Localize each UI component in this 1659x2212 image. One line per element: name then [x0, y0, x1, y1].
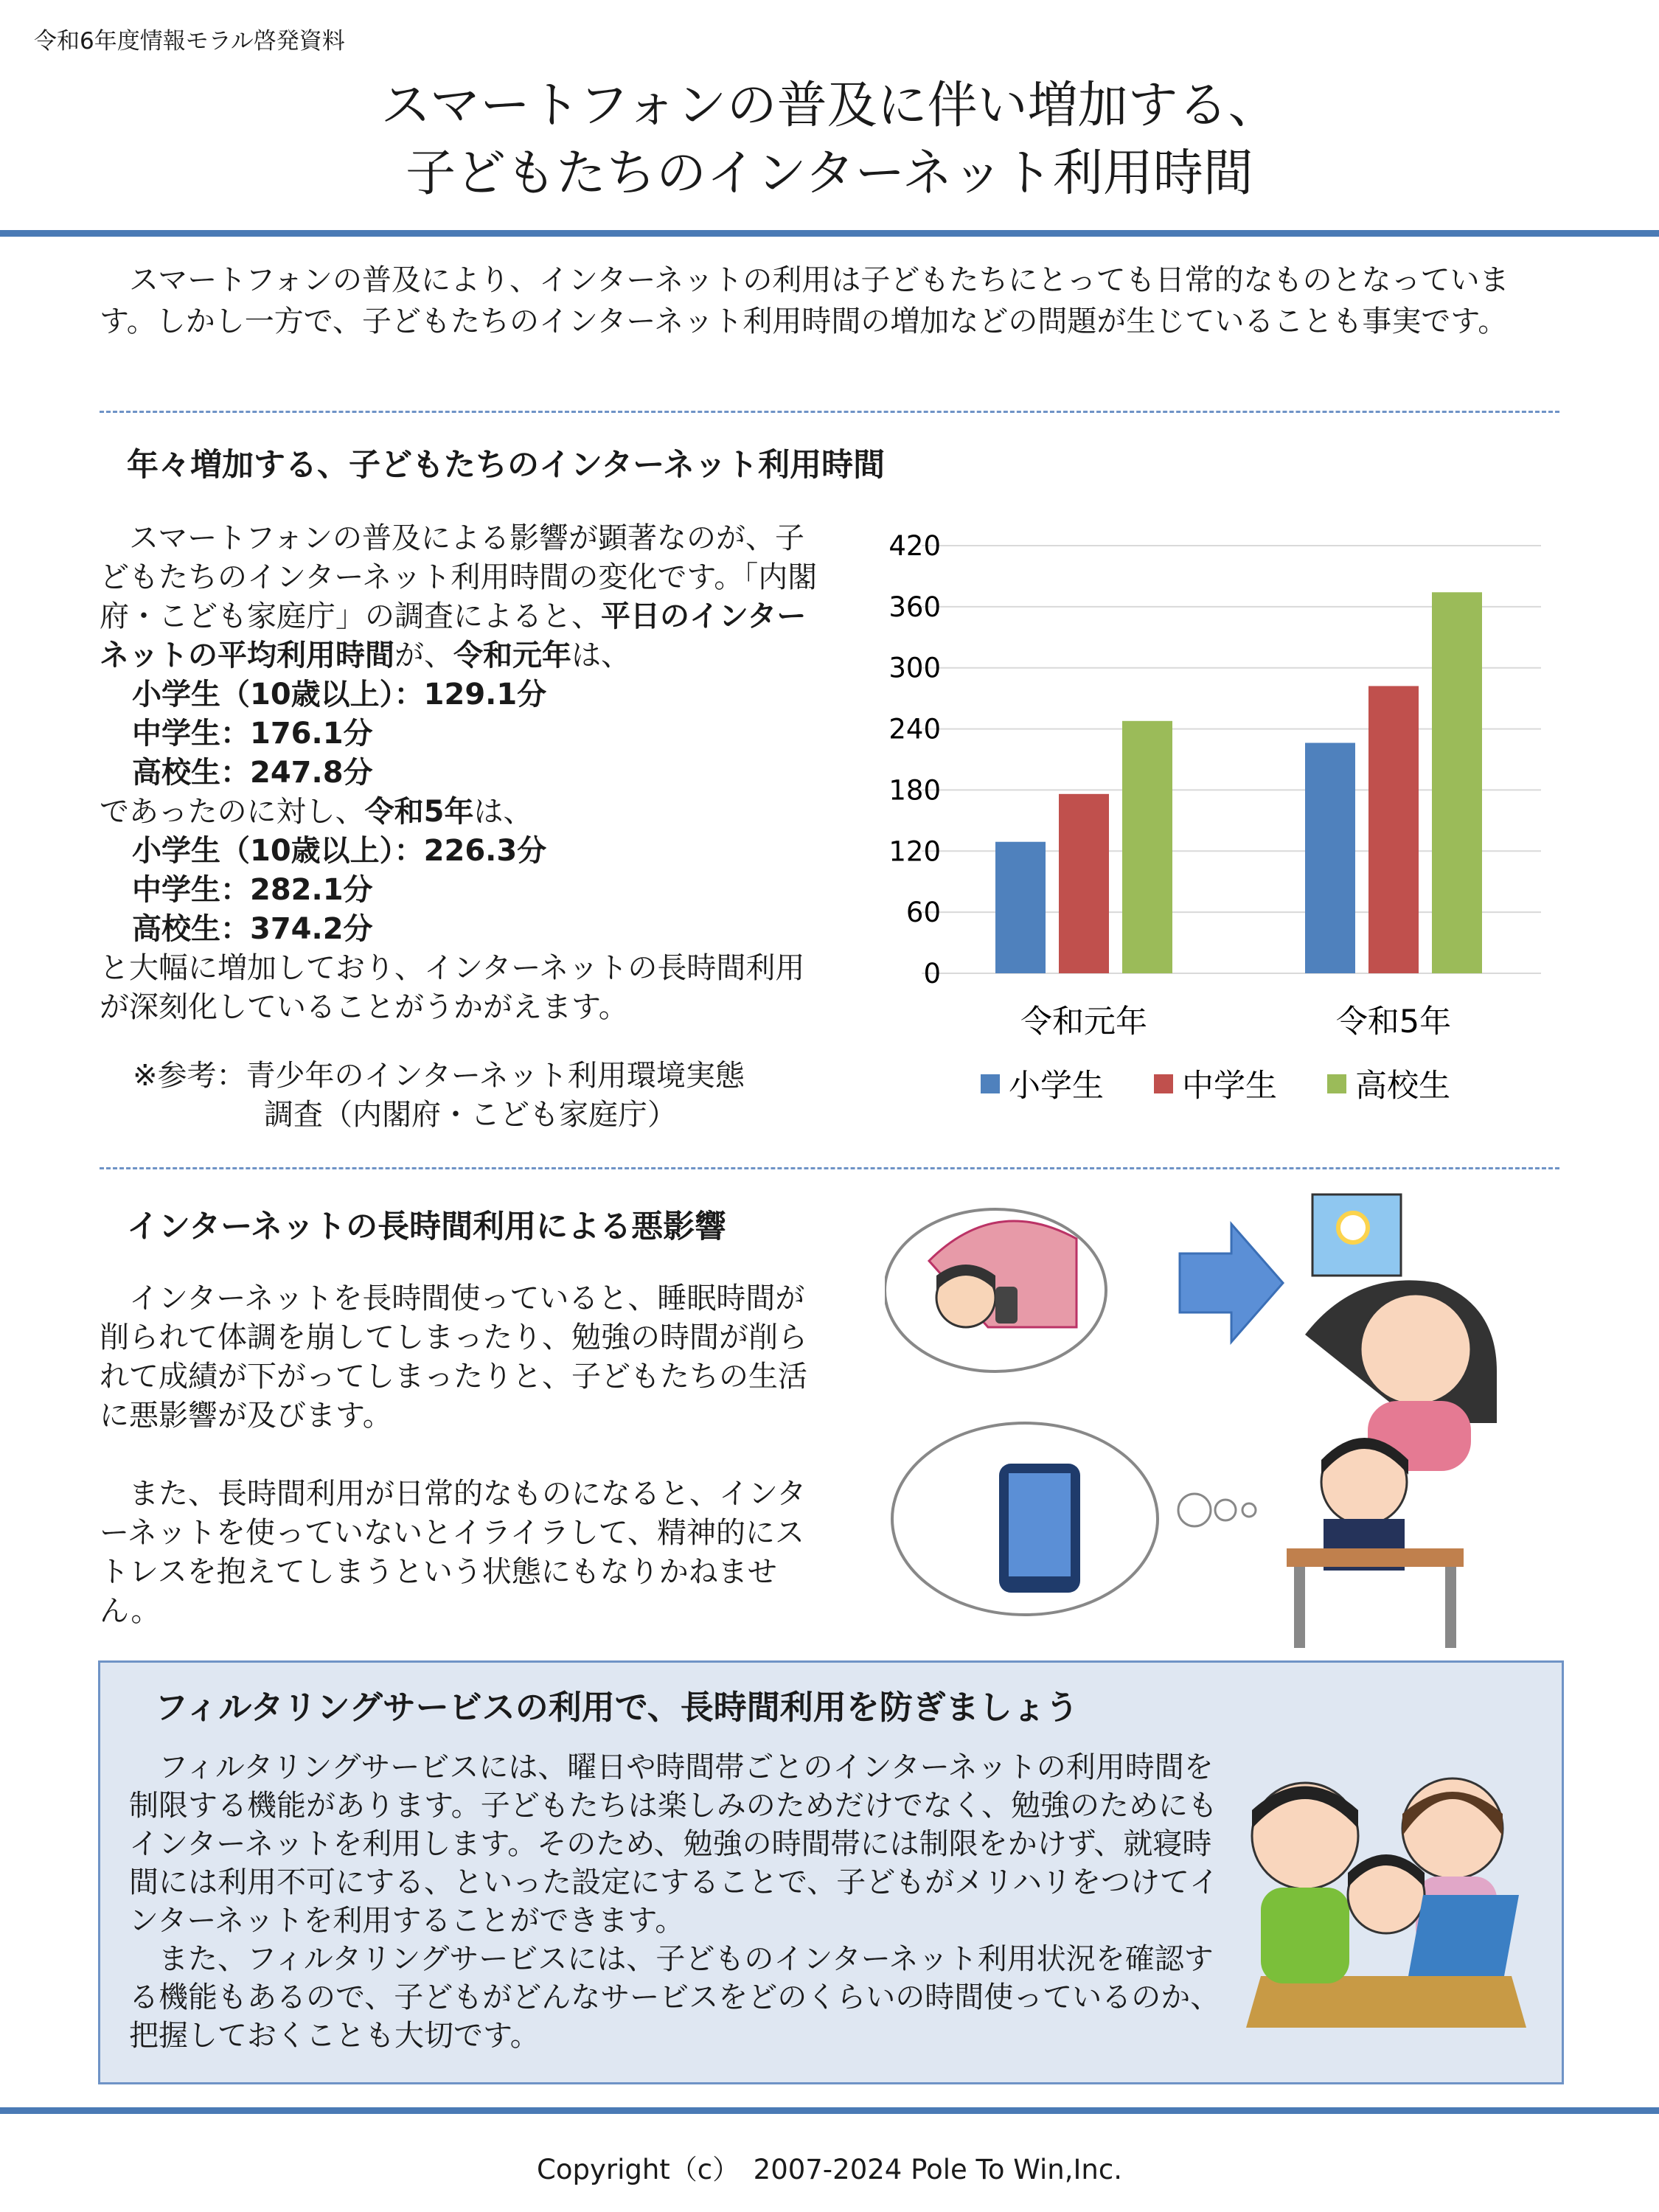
y-tick-label: 300 [888, 652, 941, 684]
chart-bars [995, 592, 1482, 973]
header-rule [0, 230, 1659, 237]
intro-text: スマートフォンの普及により、インターネットの利用は子どもたちにとっても日常的なものとなっています。しかし一方で、子どもたちのインターネット利用時間の増加などの問題が生じていることも事実です。 [100, 263, 1509, 338]
section1-paragraph [100, 519, 830, 675]
family-computer-illustration [1231, 1755, 1541, 2057]
box-p2-text: また、フィルタリングサービスには、子どものインターネット利用状況を確認する機能もあるので、子どもがどんなサービスをどのくらいの時間使っているのか、把握しておくことも大切です。 [129, 1942, 1220, 2053]
child-under-blanket-illustration [885, 1209, 1106, 1371]
section1-heading: 年々増加する、子どもたちのインターネット利用時間 [127, 447, 886, 484]
bar-2-2 [1368, 686, 1419, 973]
bar-1-1 [995, 842, 1046, 973]
y-tick-label: 180 [888, 774, 941, 807]
box-heading: フィルタリングサービスの利用で、長時間利用を防ぎましょう [155, 1688, 1079, 1727]
bar-2-3 [1432, 592, 1482, 973]
section1-p1: スマートフォンの普及による影響が顕著なのが、子どもたちのインターネット利用時間の変化です。「内閣府・こども家庭庁」の調査によると、 [100, 521, 818, 633]
section1-body [100, 519, 830, 1027]
box-body [129, 1748, 1220, 2055]
divider-2 [100, 1167, 1559, 1169]
legend-swatch [981, 1074, 1000, 1093]
copyright: Copyright（c） 2007-2024 Pole To Win,Inc. [537, 2154, 1122, 2185]
right-arrow-icon [1180, 1224, 1283, 1342]
reference-line-1: ※参考：青少年のインターネット利用環境実態 [133, 1059, 745, 1093]
section2-p2 [100, 1475, 822, 1631]
section1-p1-end: は、 [571, 639, 630, 672]
r1-elementary: 小学生（10歳以上）：129.1分 [132, 678, 547, 712]
section1-p2-start: であったのに対し、 [100, 795, 365, 829]
section1-p3: と大幅に増加しており、インターネットの長時間利用が深刻化していることがうかがえます。 [100, 951, 805, 1024]
section1-p1-bold2: 令和元年 [453, 639, 571, 672]
section1-p2-bold: 令和5年 [364, 795, 474, 829]
reference-line-2: 調査（内閣府・こども家庭庁） [264, 1098, 677, 1132]
illustrations-group [885, 1180, 1563, 1652]
r5-elementary: 小学生（10歳以上）：226.3分 [132, 834, 547, 868]
footer-rule [0, 2107, 1659, 2114]
legend-label: 小学生 [1009, 1068, 1104, 1105]
reference-note [133, 1057, 833, 1135]
thought-bubble-phone-illustration [892, 1423, 1256, 1615]
document-label: 令和6年度情報モラル啓発資料 [34, 28, 345, 55]
legend-swatch [1327, 1074, 1346, 1093]
intro-paragraph [100, 260, 1559, 342]
legend-swatch [1154, 1074, 1173, 1093]
y-tick-label: 240 [888, 713, 941, 745]
y-tick-label: 60 [905, 897, 941, 929]
y-tick-label: 0 [923, 958, 941, 990]
section1-p2-end: は、 [473, 795, 533, 829]
legend-label: 中学生 [1182, 1068, 1277, 1105]
bar-2-1 [1305, 742, 1355, 973]
title-line-2: 子どもたちのインターネット利用時間 [406, 145, 1253, 203]
divider-1 [100, 411, 1559, 413]
box-p1 [129, 1748, 1220, 1940]
chart-legend [981, 1068, 1450, 1105]
box-p1-text: フィルタリングサービスには、曜日や時間帯ごとのインターネットの利用時間を制限する機能があります。子どもたちは楽しみのためだけでなく、勉強のためにもインターネットを利用します。そのため、勉強の時間帯には制限をかけず、就寝時間には利用不可にする、といった設定にすることで、子どもがメリハリをつけてインターネットを利用することができます。 [129, 1750, 1219, 1938]
r5-high-school: 高校生：374.2分 [132, 912, 373, 946]
x-category-label: 令和5年 [1335, 1004, 1452, 1040]
usage-bar-chart [855, 516, 1556, 1135]
section2-heading: インターネットの長時間利用による悪影響 [127, 1208, 727, 1245]
section2-p1 [100, 1279, 822, 1436]
bar-1-3 [1122, 721, 1172, 973]
section2-body [100, 1279, 822, 1631]
title-line-1: スマートフォンの普及に伴い増加する、 [380, 77, 1279, 135]
section1-p2 [100, 793, 830, 832]
section1-p1-mid: が、 [394, 639, 453, 672]
y-tick-label: 420 [888, 530, 941, 562]
box-p2 [129, 1940, 1220, 2055]
legend-label: 高校生 [1355, 1068, 1450, 1105]
y-tick-label: 120 [888, 835, 941, 868]
section2-p1-text: インターネットを長時間使っていると、睡眠時間が削られて体調を崩してしまったり、勉強の時間が削られて成績が下がってしまったりと、子どもたちの生活に悪影響が及びます。 [100, 1281, 807, 1433]
chart-y-ticks [888, 530, 941, 990]
r1-high-school: 高校生：247.8分 [132, 756, 373, 790]
r5-junior-high: 中学生：282.1分 [132, 873, 373, 907]
tired-woman-illustration [1305, 1194, 1497, 1471]
r1-junior-high: 中学生：176.1分 [132, 717, 373, 751]
section2-p2-text: また、長時間利用が日常的なものになると、インターネットを使っていないとイライラして、精神的にストレスを抱えてしまうという状態にもなりかねません。 [100, 1477, 807, 1628]
chart-x-categories [1020, 1004, 1451, 1040]
bar-1-2 [1059, 794, 1109, 973]
page-title [0, 72, 1659, 208]
y-tick-label: 360 [888, 591, 941, 623]
x-category-label: 令和元年 [1020, 1004, 1147, 1040]
section1-p1-bold1: 平日のインターネットの平均利用時間 [100, 599, 807, 672]
